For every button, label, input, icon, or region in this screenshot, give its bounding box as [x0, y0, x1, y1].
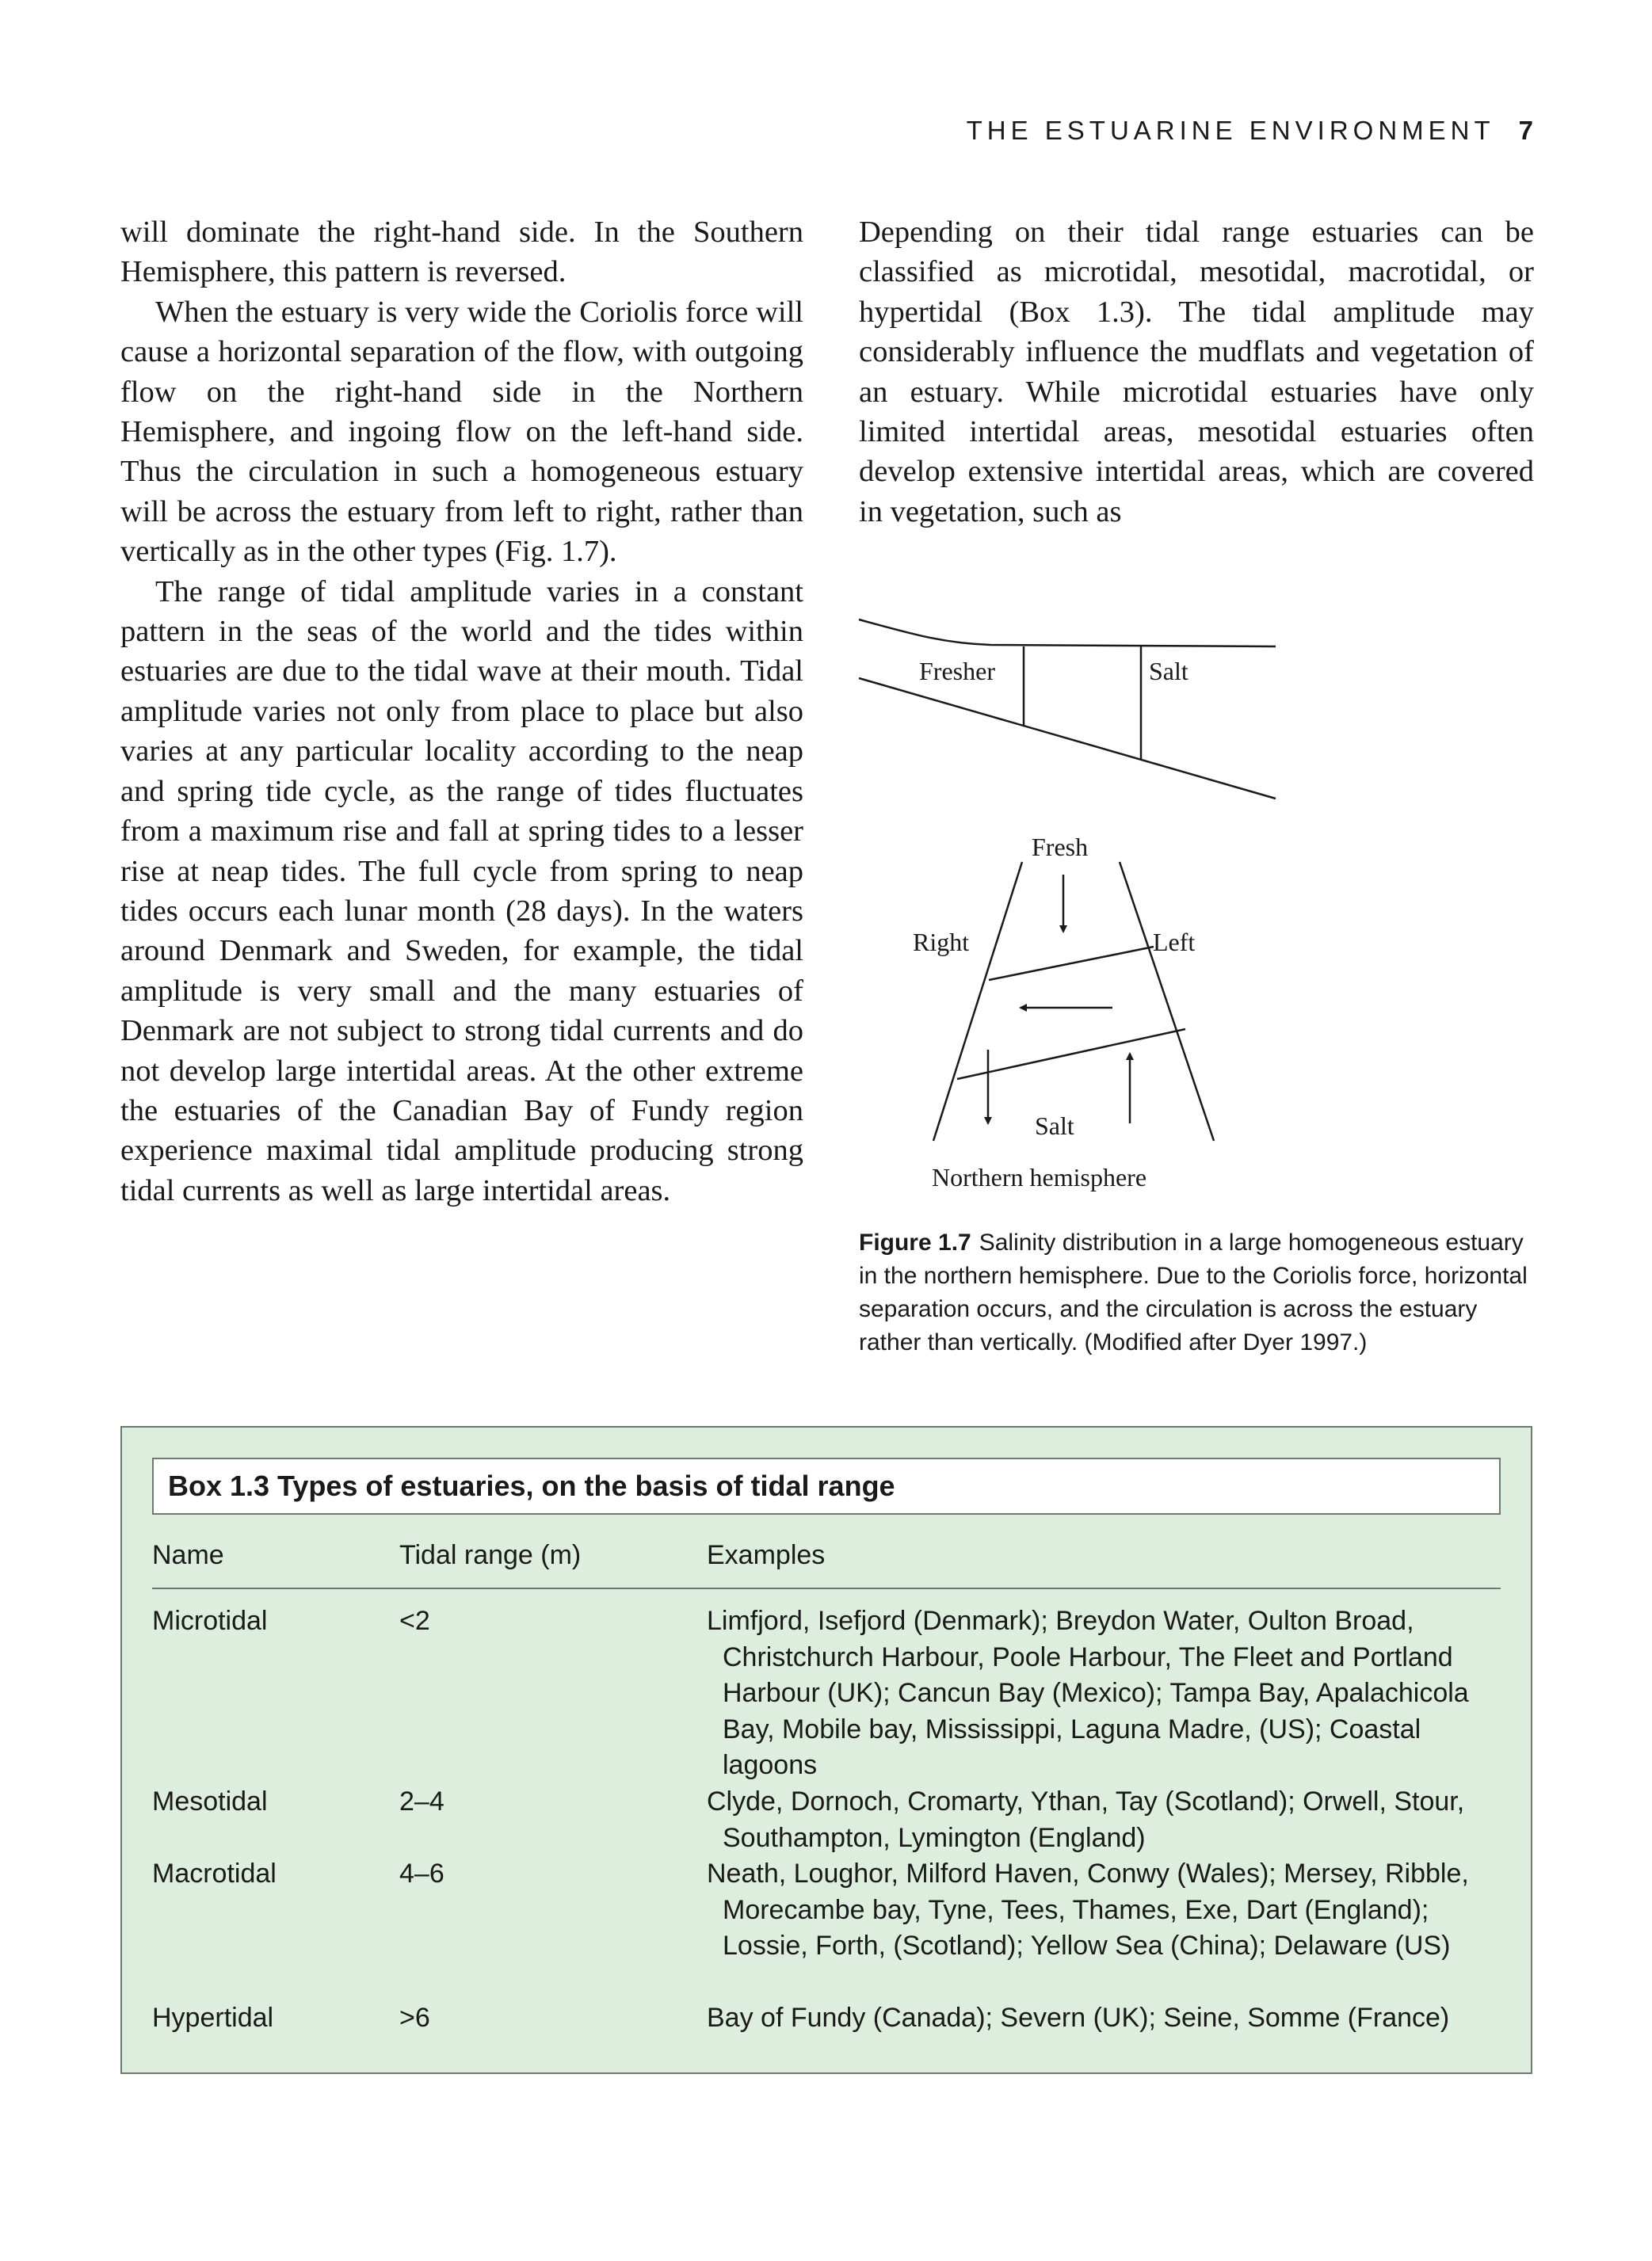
column-header-tidal-range: Tidal range (m): [399, 1540, 582, 1570]
running-header: [967, 116, 1533, 146]
row-name: Macrotidal: [152, 1859, 277, 1889]
figure-caption: [859, 1226, 1540, 1359]
column-header-examples: Examples: [707, 1540, 826, 1570]
paragraph-1: will dominate the right-hand side. In the Southern Hemisphere, this pattern is reversed.: [120, 215, 803, 289]
cross-section-line-1: [989, 947, 1154, 980]
estuary-right-bank: [933, 862, 1022, 1141]
row-range: 2–4: [399, 1786, 444, 1817]
box-title: Box 1.3 Types of estuaries, on the basis of tidal range: [152, 1458, 1501, 1515]
figure-1-7: [848, 610, 1545, 1212]
row-name: Mesotidal: [152, 1786, 268, 1817]
label-fresh: Fresh: [1032, 833, 1089, 861]
estuary-diagram: [848, 610, 1545, 1212]
cross-section-line-2: [957, 1029, 1185, 1079]
row-range: 4–6: [399, 1859, 444, 1889]
label-left: Left: [1153, 928, 1196, 956]
label-fresher: Fresher: [919, 657, 995, 685]
page-number: 7: [1518, 116, 1533, 145]
row-examples: Neath, Loughor, Milford Haven, Conwy (Wales); Mersey, Ribble, Morecambe bay, Tyne, Tees, Thames, Exe, Dart (England); Lossie, Forth, (Scotland); Yellow Sea (China); Delaware (US): [707, 1859, 1469, 1961]
left-column: [120, 212, 803, 1211]
paragraph-4: Depending on their tidal range estuaries can be classified as microtidal, mesotidal, macrotidal, or hypertidal (Box 1.3). The tidal amplitude may considerably influence the mudflats and vegetation of an estuary. While microtidal estuaries have only limited intertidal areas, mesotidal estuaries often develop extensive intertidal areas, which are covered in vegetation, such as: [859, 215, 1534, 528]
caption-text: Salinity distribution in a large homogeneous estuary in the northern hemisphere. Due to the Coriolis force, horizontal separation occurs, and the circulation is across the estuary rather than vertically. (Modified after Dyer 1997.): [859, 1230, 1528, 1355]
estuary-left-bank: [1120, 862, 1214, 1141]
box-1-3: [120, 1426, 1532, 2074]
label-salt-bottom: Salt: [1035, 1111, 1074, 1140]
row-examples: Clyde, Dornoch, Cromarty, Ythan, Tay (Scotland); Orwell, Stour, Southampton, Lymington (England): [707, 1786, 1465, 1853]
right-column: [859, 212, 1534, 532]
row-name: Hypertidal: [152, 2003, 274, 2033]
column-header-name: Name: [152, 1540, 224, 1570]
row-examples: Bay of Fundy (Canada); Severn (UK); Seine, Somme (France): [707, 2003, 1450, 2033]
label-salt-top: Salt: [1149, 657, 1188, 685]
running-title: THE ESTUARINE ENVIRONMENT: [966, 116, 1495, 145]
row-examples: Limfjord, Isefjord (Denmark); Breydon Water, Oulton Broad, Christchurch Harbour, Poole Harbour, The Fleet and Portland Harbour (UK); Cancun Bay (Mexico); Tampa Bay, Apalachicola Bay, Mobile bay, Mississippi, Laguna Madre, (US); Coastal lagoons: [707, 1606, 1469, 1780]
paragraph-2: When the estuary is very wide the Coriolis force will cause a horizontal separation of the flow, with outgoing flow on the right-hand side in the Northern Hemisphere, and ingoing flow on the left-hand side. Thus the circulation in such a homogeneous estuary will be across the estuary from left to right, rather than vertically as in the other types (Fig. 1.7).: [120, 295, 803, 569]
table-header: [152, 1540, 1501, 1584]
label-right: Right: [913, 928, 970, 956]
water-surface-line: [859, 620, 1276, 646]
caption-label: Figure 1.7: [859, 1230, 971, 1256]
row-range: <2: [399, 1606, 430, 1636]
label-northern-hemisphere: Northern hemisphere: [932, 1163, 1147, 1192]
paragraph-3: The range of tidal amplitude varies in a constant pattern in the seas of the world and the tides within estuaries are due to the tidal wave at their mouth. Tidal amplitude varies not only from place to place but also varies at any particular locality according to the neap and spring tide cycle, as the range of tides fluctuates from a maximum rise and fall at spring tides to a lesser rise at neap tides. The full cycle from spring to neap tides occurs each lunar month (28 days). In the waters around Denmark and Sweden, for example, the tidal amplitude is very small and the many estuaries of Denmark are not subject to strong tidal currents and do not develop large intertidal areas. At the other extreme the estuaries of the Canadian Bay of Fundy region experience maximal tidal amplitude producing strong tidal currents as well as large intertidal areas.: [120, 574, 803, 1207]
row-range: >6: [399, 2003, 430, 2033]
estuary-bed-line: [859, 678, 1276, 799]
row-name: Microtidal: [152, 1606, 268, 1636]
table-header-rule: [152, 1588, 1501, 1589]
